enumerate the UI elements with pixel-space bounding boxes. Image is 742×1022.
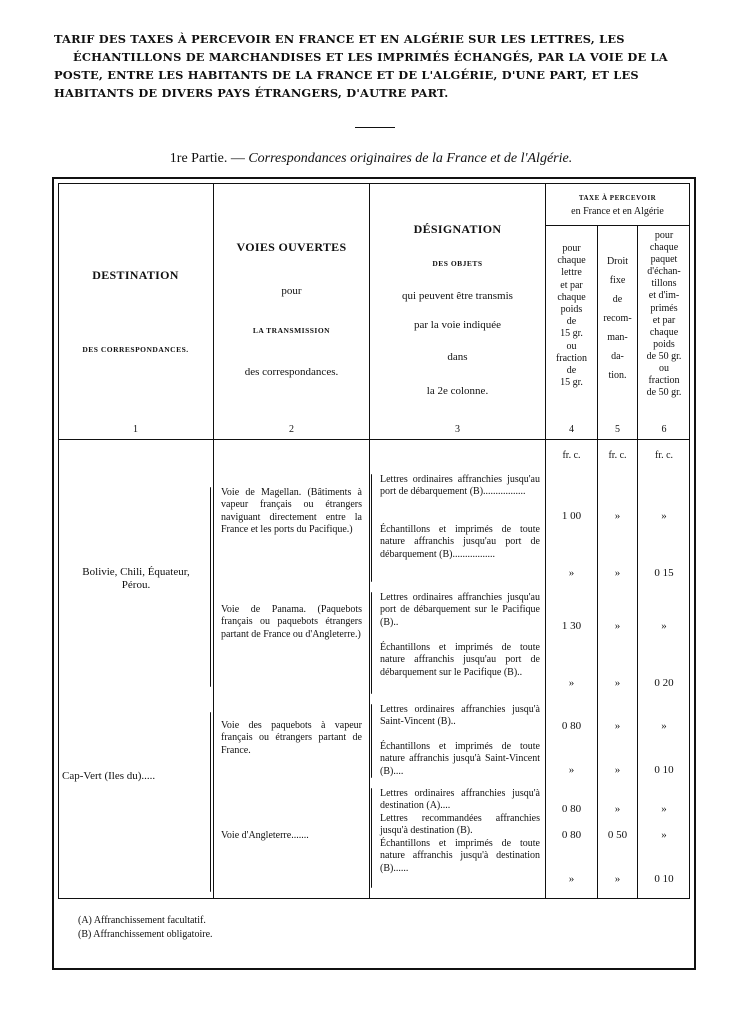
colnum-3: 3 [455, 424, 460, 435]
header-c6-line-7: et par [652, 314, 676, 326]
header-bottom-rule [58, 439, 690, 440]
note-a: (A) Affranchissement facultatif. [78, 915, 206, 926]
title-line-3: POSTE, ENTRE LES HABITANTS DE LA FRANCE ET DE L'ALGÉRIE, D'UNE PART, ET LES [54, 68, 639, 82]
brace-capvert [210, 712, 211, 892]
header-col6 [638, 230, 690, 399]
title-line-1: TARIF DES TAXES À PERCEVOIR EN FRANCE ET EN ALGÉRIE SUR LES LETTRES, LES [54, 32, 625, 46]
val-6-col5: » [614, 764, 621, 776]
header-c4-line-7: 15 gr. [560, 328, 583, 340]
dest-bolivie [60, 566, 212, 592]
header-c6-line-3: d'échan- [647, 266, 681, 278]
header-taxe-1: TAXE À PERCEVOIR [578, 194, 657, 202]
header-c4-line-3: et par [560, 279, 583, 291]
header-c5-line-0: Droit [606, 256, 629, 267]
colnum-5: 5 [615, 424, 620, 435]
brace-d-paquebots [371, 704, 372, 778]
colnum-4: 4 [569, 424, 574, 435]
taxe-header-rule [545, 225, 690, 226]
val-3-col4: 1 30 [561, 620, 582, 632]
val-8-col4: 0 80 [561, 829, 582, 841]
header-designation-l3: dans [447, 351, 468, 363]
brace-d-angleterre [371, 788, 372, 888]
header-c4-line-2: lettre [561, 267, 582, 279]
part-label: 1re Partie. — [169, 151, 245, 166]
voie-paquebots: Voie des paquebots à vapeur français ou étrangers partant de France. [221, 720, 362, 756]
val-1-col5: » [614, 510, 621, 522]
val-2-col6: 0 15 [654, 567, 674, 579]
header-destination-sub: DES CORRESPONDANCES. [82, 345, 189, 354]
header-c4-line-4: chaque [557, 291, 586, 303]
header-c4-line-11: 15 gr. [560, 377, 583, 389]
dest-bolivie-line2: Pérou. [121, 579, 151, 591]
part-text: Correspondances originaires de la France et de l'Algérie. [248, 151, 573, 166]
colnum-6: 6 [661, 424, 667, 435]
voie-angleterre: Voie d'Angleterre....... [221, 830, 309, 841]
note-b: (B) Affranchissement obligatoire. [78, 929, 213, 940]
header-voies-transmission: LA TRANSMISSION [252, 326, 331, 335]
val-7-col6: » [661, 803, 667, 815]
val-1-col4: 1 00 [561, 510, 582, 522]
desig-5: Lettres ordinaires affranchies jusqu'à Saint-Vincent (B).. [380, 704, 540, 728]
header-designation-l2: par la voie indiquée [413, 319, 502, 331]
val-5-col6: » [661, 720, 667, 732]
header-voies-pour: pour [281, 285, 302, 297]
header-col5 [598, 252, 637, 385]
val-3-col5: » [614, 620, 621, 632]
header-c6-line-8: chaque [649, 326, 679, 338]
val-2-col4: » [568, 567, 575, 579]
brace-d-panama [371, 592, 372, 694]
header-destination: DESTINATION [92, 268, 179, 282]
header-c4-line-0: pour [562, 243, 581, 254]
val-4-col4: » [568, 677, 575, 689]
desig-7: Lettres ordinaires affranchies jusqu'à destination (A).... [380, 788, 540, 812]
header-c5-line-1: fixe [609, 275, 626, 286]
brace-d-magellan [371, 474, 372, 582]
val-5-col5: » [614, 720, 621, 732]
header-c4-line-9: fraction [555, 352, 588, 364]
header-c5-line-3: recom- [603, 313, 632, 324]
title-line-2: ÉCHANTILLONS DE MARCHANDISES ET LES IMPRIMÉS ÉCHANGÉS, PAR LA VOIE DE LA [73, 50, 668, 64]
dest-bolivie-line1: Bolivie, Chili, Équateur, [82, 566, 190, 578]
header-c6-line-6: primés [650, 302, 678, 314]
title-divider [355, 127, 395, 128]
val-2-col5: » [614, 567, 621, 579]
val-7-col5: » [614, 803, 621, 815]
header-designation-l4: la 2e colonne. [426, 385, 489, 397]
colnum-2: 2 [289, 424, 294, 435]
desig-8: Lettres recommandées affranchies jusqu'à destination (B). [380, 813, 540, 837]
voie-magellan: Voie de Magellan. (Bâtiments à vapeur français ou étrangers naviguant directement entre la France et les ports du Pacifique.) [221, 487, 362, 536]
desig-2: Échantillons et imprimés de toute nature affranchis jusqu'au port de débarquement (B)................. [380, 524, 540, 560]
header-col4 [546, 243, 597, 389]
unit-col6: fr. c. [654, 450, 674, 461]
unit-col5: fr. c. [608, 450, 627, 461]
val-9-col6: 0 10 [654, 873, 674, 885]
val-6-col6: 0 10 [654, 764, 674, 776]
desig-6: Échantillons et imprimés de toute nature affranchis jusqu'à Saint-Vincent (B).... [380, 741, 540, 777]
val-5-col4: 0 80 [561, 720, 582, 732]
desig-1: Lettres ordinaires affranchies jusqu'au port de débarquement (B)................. [380, 474, 540, 498]
val-6-col4: » [568, 764, 575, 776]
header-c6-line-9: poids [653, 338, 675, 350]
header-c6-line-11: ou [659, 363, 669, 375]
header-c4-line-8: ou [566, 340, 577, 352]
dest-cap-vert: Cap-Vert (Iles du)..... [62, 770, 156, 782]
desig-9: Échantillons et imprimés de toute nature affranchis jusqu'à destination (B)...... [380, 838, 540, 874]
val-4-col6: 0 20 [654, 677, 674, 689]
val-3-col6: » [661, 620, 667, 632]
val-1-col6: » [661, 510, 667, 522]
header-c6-line-5: et d'im- [648, 290, 680, 302]
header-c5-line-2: de [612, 294, 623, 305]
header-voies: VOIES OUVERTES [236, 240, 347, 254]
header-designation: DÉSIGNATION [413, 222, 502, 236]
header-designation-l1: qui peuvent être transmis [402, 290, 513, 302]
header-c4-line-1: chaque [557, 255, 586, 267]
colnum-1: 1 [133, 424, 138, 435]
header-c6-line-1: chaque [649, 242, 679, 254]
header-c6-line-13: de 50 gr. [646, 387, 682, 399]
header-taxe-2: en France et en Algérie [571, 206, 664, 217]
voie-panama: Voie de Panama. (Paquebots français ou paquebots étrangers partant de France ou d'Angleterre.) [221, 604, 362, 640]
header-c4-line-6: de [566, 316, 577, 328]
val-8-col6: » [661, 829, 667, 841]
val-9-col5: » [614, 873, 621, 885]
header-c4-line-5: poids [560, 304, 583, 316]
header-c6-line-12: fraction [648, 375, 680, 387]
header-c6-line-4: tillons [651, 278, 677, 290]
desig-3: Lettres ordinaires affranchies jusqu'au port de débarquement sur le Pacifique (B).. [380, 592, 540, 628]
val-8-col5: 0 50 [607, 829, 628, 841]
header-c4-line-10: de [566, 365, 577, 377]
header-c6-line-0: pour [654, 230, 674, 241]
header-c6-line-10: de 50 gr. [646, 350, 682, 362]
val-4-col5: » [614, 677, 621, 689]
header-designation-objets: DES OBJETS [432, 259, 483, 268]
val-9-col4: » [568, 873, 575, 885]
title-line-4: HABITANTS DE DIVERS PAYS ÉTRANGERS, D'AUTRE PART. [54, 86, 449, 100]
page-title [54, 30, 704, 102]
unit-col4: fr. c. [562, 450, 581, 461]
header-c6-line-2: paquet [650, 254, 678, 266]
header-c5-line-6: tion. [608, 370, 627, 381]
desig-4: Échantillons et imprimés de toute nature affranchis jusqu'au port de débarquement sur le Pacifique (B).. [380, 642, 540, 678]
part-subtitle [0, 151, 742, 167]
brace-bolivie [210, 487, 211, 687]
header-c5-line-4: man- [607, 332, 628, 343]
header-c5-line-5: da- [611, 351, 624, 362]
header-voies-end: des correspondances. [244, 366, 339, 378]
val-7-col4: 0 80 [561, 803, 582, 815]
